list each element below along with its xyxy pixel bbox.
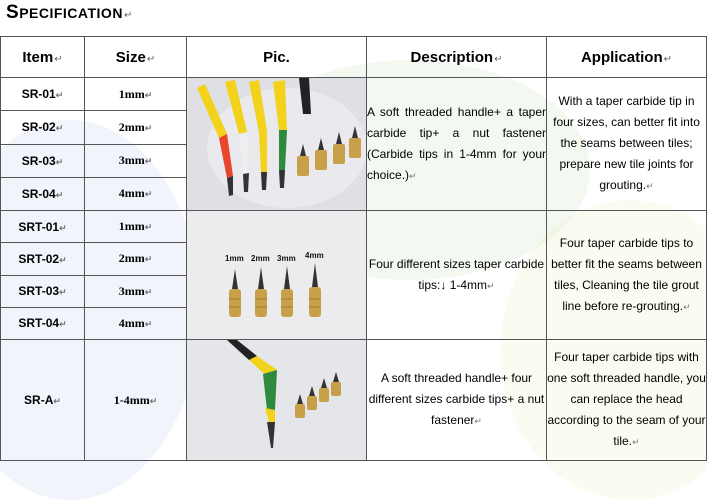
header-size: Size↵ <box>85 37 187 78</box>
size-cell: 4mm↵ <box>85 177 187 210</box>
tips-photo-illustration <box>187 211 367 339</box>
application-cell: Four taper carbide tips with one soft threaded handle, you can replace the head according to the seam of your tile.↵ <box>547 340 707 461</box>
table-row <box>1 78 707 111</box>
table-row <box>1 340 707 461</box>
tip-label-2mm: 2mm <box>251 254 270 263</box>
item-cell: SRT-02↵ <box>1 243 85 275</box>
header-description: Description↵ <box>367 37 547 78</box>
item-cell: SR-01↵ <box>1 78 85 111</box>
photo-carbide-tips <box>187 211 367 340</box>
size-cell: 1mm↵ <box>85 211 187 243</box>
header-application: Application↵ <box>547 37 707 78</box>
tip-label-3mm: 3mm <box>277 254 296 263</box>
title-initial: S <box>6 2 20 23</box>
tip-label-1mm: 1mm <box>225 254 244 263</box>
header-item: Item↵ <box>1 37 85 78</box>
size-cell: 2mm↵ <box>85 111 187 144</box>
specification-table <box>0 36 707 461</box>
handle-set-photo-illustration <box>187 340 367 460</box>
description-cell: A soft threaded handle+ a taper carbide tip+ a nut fastener (Carbide tips in 1-4mm for your choice.)↵ <box>367 78 547 211</box>
title-mark: ↵ <box>123 10 133 21</box>
size-cell: 1-4mm↵ <box>85 340 187 461</box>
table-row <box>1 211 707 243</box>
item-cell: SRT-01↵ <box>1 211 85 243</box>
description-cell: Four different sizes taper carbide tips:↓ 1-4mm↵ <box>367 211 547 340</box>
item-cell: SRT-04↵ <box>1 307 85 339</box>
photo-handles-with-tips <box>187 78 367 211</box>
title-rest: PECIFICATION <box>19 5 123 21</box>
application-cell: Four taper carbide tips to better fit the seams between tiles, Cleaning the tile grout line before re-grouting.↵ <box>547 211 707 340</box>
size-cell: 2mm↵ <box>85 243 187 275</box>
header-row <box>1 37 707 78</box>
application-cell: With a taper carbide tip in four sizes, can better fit into the seams between tiles; prepare new tile joints for grouting.↵ <box>547 78 707 211</box>
item-cell: SR-03↵ <box>1 144 85 177</box>
size-cell: 1mm↵ <box>85 78 187 111</box>
description-cell: A soft threaded handle+ four different sizes carbide tips+ a nut fastener↵ <box>367 340 547 461</box>
page-title <box>6 2 133 24</box>
size-cell: 3mm↵ <box>85 144 187 177</box>
header-pic: Pic. <box>187 37 367 78</box>
tip-label-4mm: 4mm <box>305 251 324 260</box>
size-cell: 3mm↵ <box>85 275 187 307</box>
handles-photo-illustration <box>187 78 367 210</box>
item-cell: SR-04↵ <box>1 177 85 210</box>
item-cell: SRT-03↵ <box>1 275 85 307</box>
size-cell: 4mm↵ <box>85 307 187 339</box>
photo-handle-with-tip-set <box>187 340 367 461</box>
item-cell: SR-02↵ <box>1 111 85 144</box>
item-cell: SR-A↵ <box>1 340 85 461</box>
